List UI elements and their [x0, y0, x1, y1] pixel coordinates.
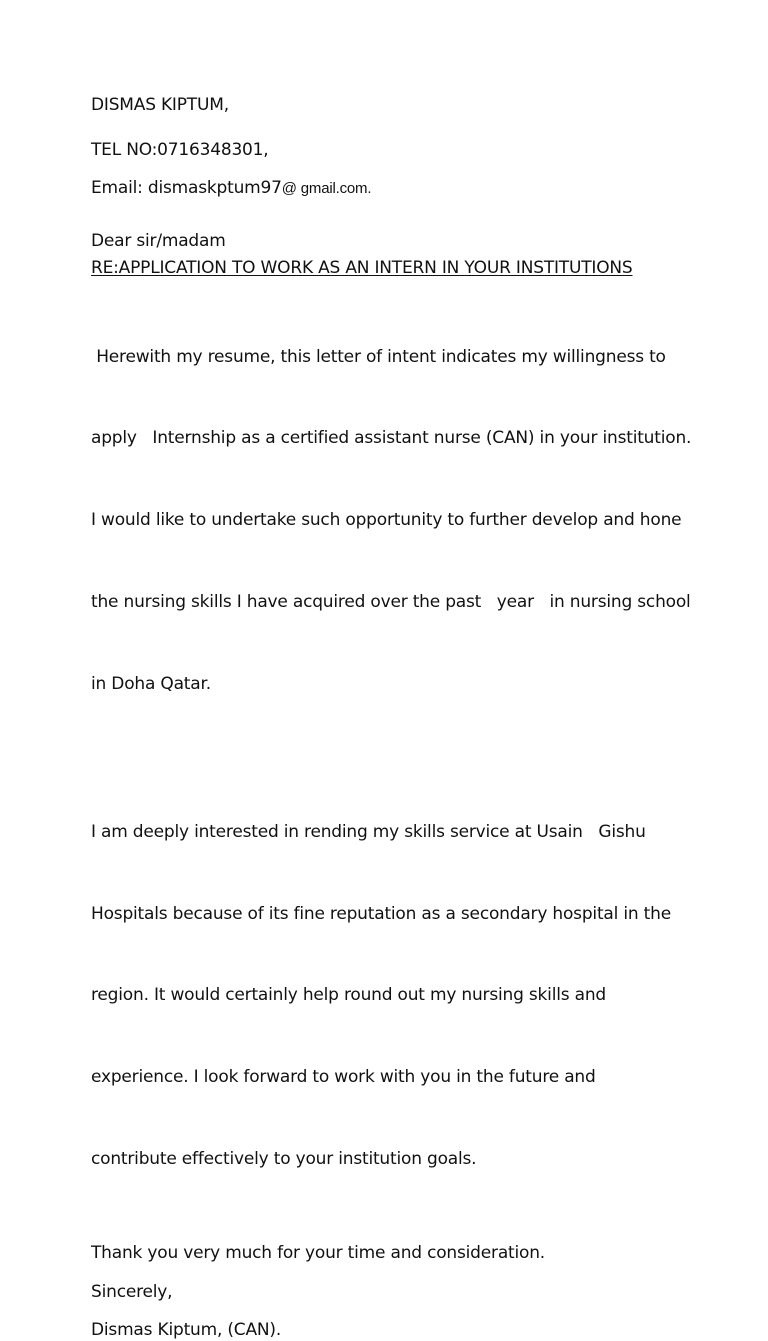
- paragraph-line: I am deeply interested in rending my skills service at Usain Gishu: [91, 821, 646, 842]
- signature-line: Dismas Kiptum, (CAN).: [91, 1320, 282, 1341]
- subject-line: RE:APPLICATION TO WORK AS AN INTERN IN YOUR INSTITUTIONS: [91, 258, 633, 278]
- paragraph-line: apply Internship as a certified assistant nurse (CAN) in your institution.: [91, 428, 692, 449]
- paragraph-line: in Doha Qatar.: [91, 674, 211, 695]
- paragraph-line: the nursing skills I have acquired over the past year in nursing school: [91, 592, 691, 613]
- sender-email: [91, 177, 691, 200]
- paragraph-2: [91, 764, 691, 1228]
- paragraph-line: Herewith my resume, this letter of intent indicates my willingness to: [91, 346, 666, 367]
- paragraph-line: experience. I look forward to work with you in the future and: [91, 1067, 596, 1088]
- paragraph-line: Hospitals because of its fine reputation as a secondary hospital in the: [91, 903, 671, 924]
- email-domain: @ gmail.com.: [281, 180, 372, 197]
- sender-phone: TEL NO:0716348301,: [91, 140, 269, 160]
- paragraph-line: contribute effectively to your institution goals.: [91, 1149, 477, 1170]
- paragraph-1: [91, 289, 691, 753]
- closing-line: Sincerely,: [91, 1282, 173, 1303]
- sender-name: DISMAS KIPTUM,: [91, 95, 229, 115]
- paragraph-line: region. It would certainly help round out my nursing skills and: [91, 985, 606, 1006]
- thanks-line: Thank you very much for your time and consideration.: [91, 1243, 546, 1264]
- salutation: Dear sir/madam: [91, 231, 226, 251]
- paragraph-line: I would like to undertake such opportunity to further develop and hone: [91, 510, 682, 531]
- email-label: Email: dismaskptum97: [91, 178, 282, 198]
- letter-body: [91, 90, 691, 1341]
